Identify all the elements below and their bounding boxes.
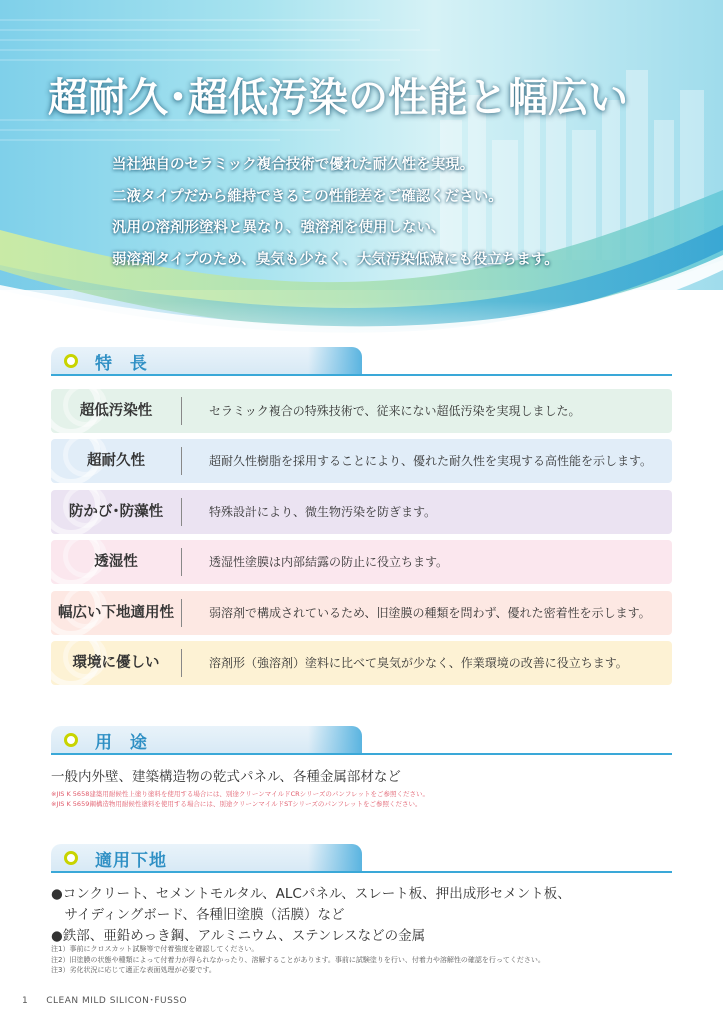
feature-description: 特殊設計により、微生物汚染を防ぎます。 [209,504,437,519]
uses-note: ※JIS K 5659鋼構造物用耐候性塗料を使用する場合には、別途クリーンマイルドSTシリーズのパンフレットをご参照ください。 [51,800,422,808]
substrate-notes [51,944,545,976]
feature-description: 超耐久性樹脂を採用することにより、優れた耐久性を実現する高性能を示します。 [209,454,653,469]
feature-name: 超耐久性 [87,453,145,470]
bullet-circle-icon [64,733,78,747]
divider [181,649,182,677]
feature-description: セラミック複合の特殊技術で、従来にない超低汚染を実現しました。 [209,404,581,418]
note-line: 注2）旧塗膜の状態や種類によって付着力が得られなかったり、溶解することがあります。事前に試験塗りを行い、付着力や溶解性の確認を行ってください。 [51,955,545,964]
feature-name: 超低汚染性 [79,403,153,419]
page-footer [22,993,187,1006]
features-list [51,389,672,691]
uses-note: ※JIS K 5658建築用耐候性上塗り塗料を使用する場合には、別途クリーンマイルドCRシリーズのパンフレットをご参照ください。 [51,790,429,798]
section-rule [51,753,672,755]
uses-heading: 用 途 [95,733,153,753]
uses-section-header [51,726,672,756]
uses-text: 一般内外壁、建築構造物の乾式パネル、各種金属部材など [51,769,401,785]
note-line: 注3）劣化状況に応じて適正な表面処理が必要です。 [51,966,216,974]
feature-name: 透湿性 [94,554,138,571]
feature-name: 幅広い下地適用性 [58,604,174,621]
hero-line: 当社独自のセラミック複合技術で優れた耐久性を実現。 [112,157,475,173]
feature-row [51,490,672,534]
feature-description: 弱溶剤で構成されているため、旧塗膜の種類を問わず、優れた密着性を示します。 [209,605,651,620]
substrate-line: サイディングボード、各種旧塗膜（活膜）など [51,907,345,923]
hero-line: 弱溶剤タイプのため、臭気も少なく、大気汚染低減にも役立ちます。 [112,251,559,268]
substrates-list [51,884,571,947]
section-rule [51,871,672,873]
feature-description: 溶剤形（強溶剤）塗料に比べて臭気が少なく、作業環境の改善に役立ちます。 [209,655,628,670]
divider [181,498,182,526]
feature-name: 防かび･防藻性 [68,503,164,520]
hero-title: 超耐久･超低汚染の性能と幅広い [48,74,628,121]
divider [181,599,182,627]
hero-description [112,150,712,276]
product-name: CLEAN MILD SILICON･FUSSO [46,996,188,1006]
substrate-line: ●鉄部、亜鉛めっき鋼、アルミニウム、ステンレスなどの金属 [51,928,426,944]
divider [181,447,182,475]
hero-banner [0,0,723,345]
feature-row [51,389,672,433]
page-number: 1 [22,996,29,1006]
feature-name: 環境に優しい [72,654,160,671]
substrates-heading: 適用下地 [95,851,167,871]
bullet-circle-icon [64,851,78,865]
feature-description: 透湿性塗膜は内部結露の防止に役立ちます。 [209,555,449,570]
substrates-section-header [51,844,672,874]
divider [181,397,182,425]
substrate-line: ●コンクリート、セメントモルタル、ALCパネル、スレート板、押出成形セメント板、 [51,886,571,902]
hero-line: 汎用の溶剤形塗料と異なり、強溶剤を使用しない、 [112,220,446,236]
feature-row [51,540,672,584]
hero-line: 二液タイプだから維持できるこの性能差をご確認ください。 [112,188,503,205]
bullet-circle-icon [64,354,78,368]
features-section-header [51,347,672,377]
note-line: 注1）事前にクロスカット試験等で付着強度を確認してください。 [51,945,259,953]
feature-row [51,591,672,635]
features-heading: 特 長 [95,354,153,374]
divider [181,548,182,576]
feature-row [51,439,672,483]
feature-row [51,641,672,685]
section-rule [51,374,672,376]
